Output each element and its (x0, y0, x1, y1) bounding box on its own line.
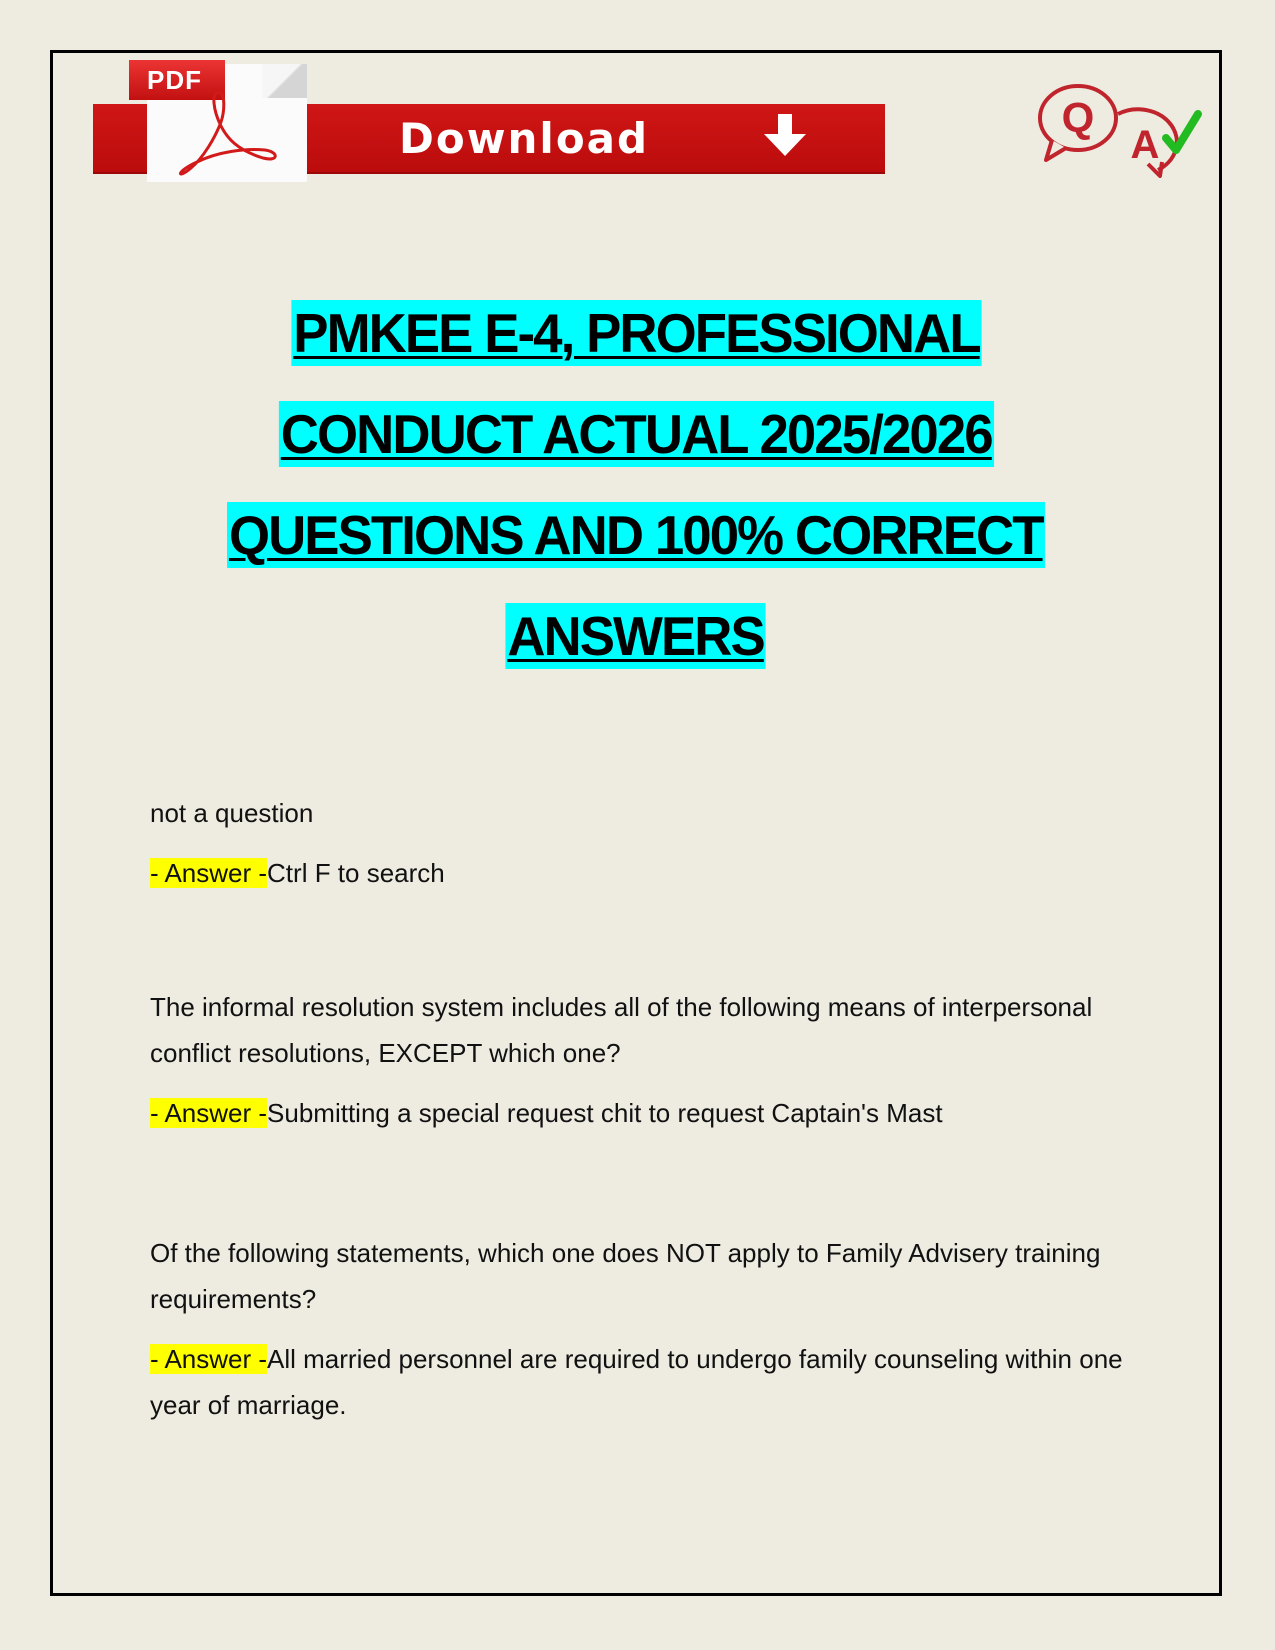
download-label: Download (399, 114, 650, 163)
answer-text (150, 1090, 1150, 1136)
pdf-tab-label: PDF (129, 60, 225, 100)
answer-value: Submitting a special request chit to request Captain's Mast (267, 1098, 943, 1128)
acrobat-icon (167, 88, 287, 178)
qa-list (150, 790, 1150, 1428)
qa-item (150, 1230, 1150, 1428)
q-letter: Q (1061, 94, 1095, 141)
title-line-2: CONDUCT ACTUAL 2025/2026 (280, 403, 992, 465)
title-line-1: PMKEE E-4, PROFESSIONAL (292, 302, 980, 364)
question-text: The informal resolution system includes all of the following means of interpersonal conflict resolutions, EXCEPT which one? (150, 992, 1093, 1068)
title-line-4: ANSWERS (507, 605, 765, 667)
answer-label: - Answer - (150, 1098, 268, 1128)
qa-item (150, 984, 1150, 1136)
download-arrow-icon (760, 114, 810, 158)
answer-value: All married personnel are required to undergo family counseling within one year of marriage. (150, 1344, 1123, 1420)
answer-text (150, 1336, 1150, 1428)
title-line-3: QUESTIONS AND 100% CORRECT (229, 504, 1043, 566)
answer-text (150, 850, 1150, 896)
a-letter: A (1130, 123, 1160, 167)
answer-label: - Answer - (150, 1344, 268, 1374)
qa-checkmark-icon (1038, 78, 1208, 178)
answer-value: Ctrl F to search (267, 858, 445, 888)
pdf-download-banner[interactable] (93, 60, 885, 182)
answer-label: - Answer - (150, 858, 268, 888)
document-title (60, 300, 1212, 704)
question-text: Of the following statements, which one does NOT apply to Family Advisery training requirements? (150, 1238, 1101, 1314)
question-text: not a question (150, 798, 314, 828)
qa-item (150, 790, 1150, 896)
